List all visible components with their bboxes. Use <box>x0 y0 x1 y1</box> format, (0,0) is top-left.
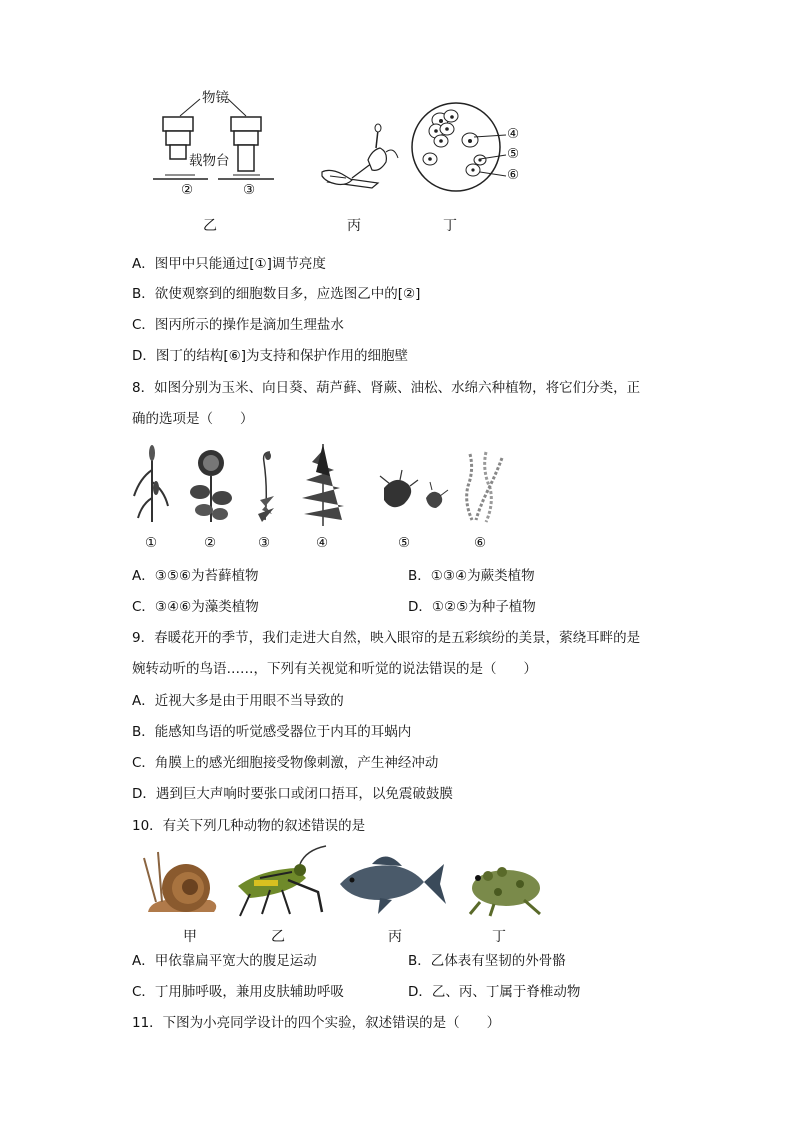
q8-stem-line1: 8．如图分别为玉米、向日葵、葫芦藓、肾蕨、油松、水绵六种植物，将它们分类，正 <box>132 380 641 396</box>
q8-option-a: A．③⑤⑥为苔藓植物 <box>132 568 259 584</box>
q8-option-d: D．①②⑤为种子植物 <box>408 599 536 615</box>
fish-image <box>340 856 446 914</box>
plant-label-3: ③ <box>258 535 271 551</box>
objective-number-3: ③ <box>243 182 256 198</box>
q7-option-c: C．图丙所示的操作是滴加生理盐水 <box>132 317 344 333</box>
plant-label-2: ② <box>204 535 217 551</box>
q9-stem-line2: 婉转动听的鸟语……，下列有关视觉和听觉的说法错误的是（ ） <box>132 661 537 677</box>
q9-option-d: D．遇到巨大声响时要张口或闭口捂耳，以免震破鼓膜 <box>132 786 453 802</box>
q7-option-a: A．图甲中只能通过[①]调节亮度 <box>132 256 326 272</box>
animal-label-yi: 乙 <box>271 929 285 945</box>
q9-stem-line1: 9．春暖花开的季节，我们走进大自然，映入眼帘的是五彩缤纷的美景，萦绕耳畔的是 <box>132 630 641 646</box>
q8-option-b: B．①③④为蕨类植物 <box>408 568 535 584</box>
cell-number-5: ⑤ <box>507 146 520 162</box>
q9-option-b: B．能感知鸟语的听觉感受器位于内耳的耳蜗内 <box>132 724 412 740</box>
animal-label-ding: 丁 <box>492 929 506 945</box>
stage-label: 载物台 <box>189 149 230 169</box>
q7-option-d: D．图丁的结构[⑥]为支持和保护作用的细胞壁 <box>132 348 409 364</box>
grasshopper-image <box>238 846 326 916</box>
animal-label-jia: 甲 <box>183 929 197 945</box>
q11-stem: 11．下图为小亮同学设计的四个实验，叙述错误的是（ ） <box>132 1015 501 1031</box>
plant-label-4: ④ <box>316 535 329 551</box>
q8-option-c: C．③④⑥为藻类植物 <box>132 599 259 615</box>
figure-caption-bing: 丙 <box>347 218 361 234</box>
q10-option-d: D．乙、丙、丁属于脊椎动物 <box>408 984 581 1000</box>
q9-option-c: C．角膜上的感光细胞接受物像刺激，产生神经冲动 <box>132 755 439 771</box>
q8-stem-line2: 确的选项是（ ） <box>132 411 254 427</box>
cell-number-6: ⑥ <box>507 167 520 183</box>
q10-option-c: C．丁用肺呼吸，兼用皮肤辅助呼吸 <box>132 984 344 1000</box>
q10-stem: 10．有关下列几种动物的叙述错误的是 <box>132 818 366 834</box>
figure-caption-yi: 乙 <box>203 218 217 234</box>
q9-option-a: A．近视大多是由于用眼不当导致的 <box>132 693 344 709</box>
plant-label-6: ⑥ <box>474 535 487 551</box>
figure-caption-ding: 丁 <box>443 218 457 234</box>
snail-image <box>144 852 216 912</box>
plant-label-1: ① <box>145 535 158 551</box>
plant-label-5: ⑤ <box>398 535 411 551</box>
q10-option-b: B．乙体表有坚韧的外骨骼 <box>408 953 566 969</box>
cell-number-4: ④ <box>507 126 520 142</box>
objective-label: 物镜 <box>202 90 229 106</box>
frog-image <box>470 867 540 916</box>
animal-label-bing: 丙 <box>388 929 402 945</box>
q7-option-b: B．欲使观察到的细胞数目多，应选图乙中的[②] <box>132 286 421 302</box>
objective-number-2: ② <box>181 182 194 198</box>
q10-option-a: A．甲依靠扁平宽大的腹足运动 <box>132 953 317 969</box>
